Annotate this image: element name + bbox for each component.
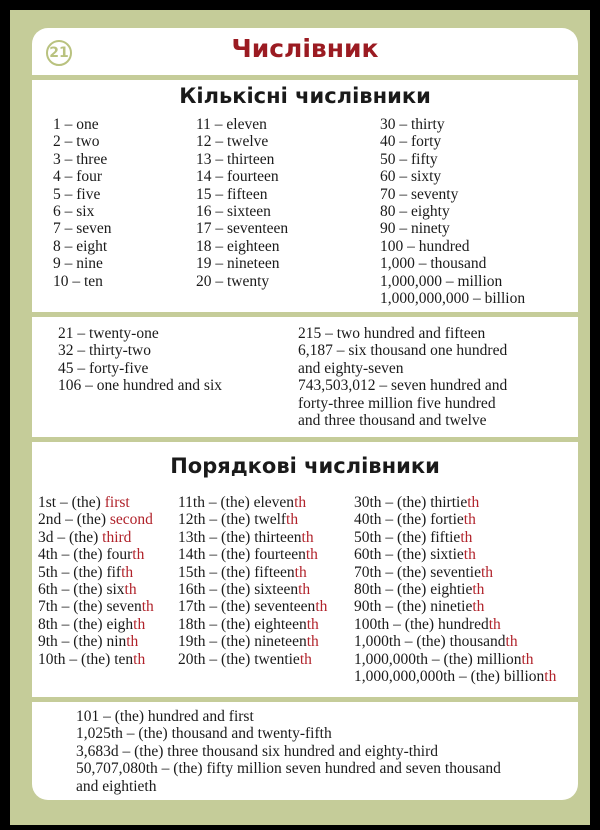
list-item: 6 – six bbox=[53, 202, 95, 220]
ordinal-item bbox=[38, 546, 154, 563]
ordinal-suffix: th bbox=[472, 598, 485, 616]
ordinal-base: 50th – (the) fiftie bbox=[354, 528, 461, 546]
ordinal-base: 6th – (the) six bbox=[38, 580, 125, 598]
list-item: 3,683d – (the) three thousand six hundred and eighty-third bbox=[76, 742, 439, 760]
ordinal-base: 2nd – (the) bbox=[38, 511, 110, 529]
ordinal-suffix: th bbox=[315, 598, 328, 616]
ordinal-item bbox=[178, 651, 327, 668]
header bbox=[32, 28, 578, 75]
ordinal-suffix: third bbox=[102, 528, 132, 546]
ordinal-base: 90th – (the) ninetie bbox=[354, 598, 473, 616]
ordinal-item bbox=[38, 564, 154, 581]
ordinal-suffix: th bbox=[460, 528, 473, 546]
list-item: 50 – fifty bbox=[380, 150, 438, 168]
ordinal-item bbox=[38, 529, 154, 546]
ordinal-suffix: th bbox=[132, 546, 145, 564]
ordinal-base: 4th – (the) four bbox=[38, 546, 133, 564]
ordinal-base: 1,000,000,000th – (the) billion bbox=[354, 667, 545, 685]
ordinal-item bbox=[354, 494, 556, 511]
ordinal-item bbox=[38, 511, 154, 528]
ordinal-item bbox=[38, 616, 154, 633]
ordinal-suffix: th bbox=[305, 546, 318, 564]
ordinal-suffix: th bbox=[480, 563, 494, 581]
ordinal-suffix: first bbox=[104, 494, 130, 511]
list-item: 215 – two hundred and fifteen bbox=[298, 325, 486, 342]
list-item: 11 – eleven bbox=[196, 116, 267, 133]
ordinal-base: 7th – (the) seven bbox=[38, 598, 142, 616]
list-item: 14 – fourteen bbox=[196, 168, 279, 186]
ordinal-suffix: th bbox=[488, 615, 501, 633]
list-item: 8 – eight bbox=[53, 237, 108, 255]
list-item: 5 – five bbox=[53, 185, 101, 203]
list-item: 1 – one bbox=[53, 116, 99, 133]
ordinal-item bbox=[178, 616, 327, 633]
list-item: 7 – seven bbox=[53, 220, 112, 238]
list-item: 70 – seventy bbox=[380, 185, 459, 203]
list-item: 13 – thirteen bbox=[196, 150, 275, 168]
ordinal-item bbox=[354, 668, 556, 685]
ordinal-suffix: th bbox=[141, 598, 154, 616]
list-item: 3 – three bbox=[53, 150, 108, 168]
ordinal-suffix: th bbox=[299, 650, 312, 668]
ordinal-item bbox=[38, 598, 154, 615]
list-item: 50,707,080th – (the) fifty million seven hundred and seven thousand bbox=[76, 760, 501, 778]
ordinal-base: 100th – (the) hundred bbox=[354, 615, 489, 633]
ordinal-suffix: th bbox=[467, 494, 480, 511]
list-item: 80 – eighty bbox=[380, 202, 450, 220]
compound-cardinal-col-2 bbox=[298, 325, 507, 429]
ordinal-suffix: th bbox=[294, 494, 307, 511]
ordinal-base: 13th – (the) thirteen bbox=[178, 528, 302, 546]
ordinal-base: 11th – (the) eleven bbox=[178, 494, 295, 511]
ordinal-item bbox=[354, 581, 556, 598]
list-item: 1,000,000,000 – billion bbox=[380, 289, 526, 307]
compound-ordinal-section bbox=[32, 702, 578, 800]
list-item: 15 – fifteen bbox=[196, 185, 268, 203]
ordinal-item bbox=[354, 651, 556, 668]
ordinal-suffix: th bbox=[301, 528, 314, 546]
list-item: 101 – (the) hundred and first bbox=[76, 708, 254, 725]
ordinal-suffix: th bbox=[544, 667, 557, 685]
list-item: 60 – sixty bbox=[380, 168, 442, 186]
ordinal-base: 1st – (the) bbox=[38, 494, 105, 511]
ordinal-item bbox=[354, 564, 556, 581]
ordinal-suffix: th bbox=[472, 580, 485, 598]
ordinal-suffix: th bbox=[294, 563, 307, 581]
list-item: forty-three million five hundred bbox=[298, 394, 496, 412]
ordinal-base: 15th – (the) fifteen bbox=[178, 563, 295, 581]
ordinal-suffix: th bbox=[126, 633, 139, 651]
list-item: 9 – nine bbox=[53, 255, 103, 273]
page-number-badge: 21 bbox=[46, 40, 72, 66]
list-item: 17 – seventeen bbox=[196, 220, 289, 238]
list-item: 106 – one hundred and six bbox=[58, 377, 223, 395]
list-item: and eighty-seven bbox=[298, 359, 404, 377]
ordinal-item bbox=[178, 633, 327, 650]
ordinal-item bbox=[354, 546, 556, 563]
ordinal-item bbox=[354, 598, 556, 615]
ordinal-suffix: th bbox=[121, 563, 134, 581]
list-item: 18 – eighteen bbox=[196, 237, 280, 255]
compound-cardinal-col-1 bbox=[58, 325, 222, 395]
list-item: 19 – nineteen bbox=[196, 255, 280, 273]
ordinal-suffix: th bbox=[521, 650, 534, 668]
list-item: 743,503,012 – seven hundred and bbox=[298, 377, 508, 395]
list-item: 45 – forty-five bbox=[58, 359, 149, 377]
ordinal-col-1 bbox=[38, 494, 154, 668]
ordinal-suffix: th bbox=[133, 650, 146, 668]
ordinal-base: 14th – (the) fourteen bbox=[178, 546, 306, 564]
ordinal-base: 20th – (the) twentie bbox=[178, 650, 300, 668]
ordinal-item bbox=[178, 511, 327, 528]
list-item: 90 – ninety bbox=[380, 220, 450, 238]
ordinal-base: 80th – (the) eightie bbox=[354, 580, 473, 598]
ordinal-base: 18th – (the) eighteen bbox=[178, 615, 307, 633]
ordinal-item bbox=[178, 494, 327, 511]
cardinal-col-2 bbox=[196, 116, 288, 290]
ordinal-item bbox=[178, 529, 327, 546]
ordinal-suffix: th bbox=[463, 511, 476, 529]
list-item: 12 – twelve bbox=[196, 133, 269, 151]
ordinal-item bbox=[354, 633, 556, 650]
list-item: 1,000 – thousand bbox=[380, 255, 487, 273]
ordinal-base: 10th – (the) ten bbox=[38, 650, 134, 668]
ordinal-base: 9th – (the) nin bbox=[38, 633, 127, 651]
ordinal-base: 3d – (the) bbox=[38, 528, 103, 546]
ordinal-base: 1,000,000th – (the) million bbox=[354, 650, 522, 668]
list-item: 16 – sixteen bbox=[196, 202, 271, 220]
list-item: 6,187 – six thousand one hundred bbox=[298, 342, 508, 360]
ordinal-base: 70th – (the) seventie bbox=[354, 563, 481, 581]
compound-cardinal-section bbox=[32, 317, 578, 437]
ordinal-title: Порядкові числівники bbox=[170, 454, 440, 478]
cardinal-title: Кількісні числівники bbox=[179, 84, 431, 108]
ordinal-suffix: th bbox=[463, 546, 476, 564]
ordinal-col-2 bbox=[178, 494, 327, 668]
list-item: 1,025th – (the) thousand and twenty-fifth bbox=[76, 725, 332, 743]
ordinal-suffix: th bbox=[286, 511, 299, 529]
ordinal-base: 60th – (the) sixtie bbox=[354, 546, 464, 564]
ordinal-item bbox=[178, 598, 327, 615]
ordinal-base: 1,000th – (the) thousand bbox=[354, 633, 506, 651]
list-item: 1,000,000 – million bbox=[380, 272, 503, 290]
list-item: 10 – ten bbox=[53, 272, 103, 290]
ordinal-item bbox=[178, 581, 327, 598]
list-item: 30 – thirty bbox=[380, 116, 445, 133]
ordinal-base: 17th – (the) seventeen bbox=[178, 598, 316, 616]
ordinal-base: 12th – (the) twelf bbox=[178, 511, 287, 529]
list-item: and three thousand and twelve bbox=[298, 411, 487, 429]
ordinal-suffix: second bbox=[109, 511, 153, 529]
ordinal-suffix: th bbox=[306, 633, 319, 651]
compound-ordinal-lines bbox=[76, 708, 501, 795]
ordinal-section bbox=[32, 442, 578, 697]
ordinal-suffix: th bbox=[133, 615, 146, 633]
ordinal-item bbox=[354, 511, 556, 528]
ordinal-base: 19th – (the) nineteen bbox=[178, 633, 307, 651]
ordinal-suffix: th bbox=[306, 615, 319, 633]
list-item: 20 – twenty bbox=[196, 272, 270, 290]
list-item: 100 – hundred bbox=[380, 237, 470, 255]
ordinal-base: 30th – (the) thirtie bbox=[354, 494, 468, 511]
ordinal-base: 8th – (the) eigh bbox=[38, 615, 134, 633]
ordinal-item bbox=[354, 616, 556, 633]
ordinal-col-3 bbox=[354, 494, 556, 685]
ordinal-base: 40th – (the) fortie bbox=[354, 511, 464, 529]
cardinal-section bbox=[32, 80, 578, 312]
ordinal-item bbox=[38, 581, 154, 598]
page-title: Числівник bbox=[231, 34, 379, 63]
ordinal-suffix: th bbox=[298, 580, 311, 598]
ordinal-item bbox=[178, 546, 327, 563]
ordinal-base: 5th – (the) fif bbox=[38, 563, 122, 581]
cardinal-col-3 bbox=[380, 116, 525, 307]
list-item: 32 – thirty-two bbox=[58, 342, 151, 360]
ordinal-item bbox=[38, 633, 154, 650]
ordinal-suffix: th bbox=[505, 633, 518, 651]
ordinal-suffix: th bbox=[124, 580, 137, 598]
list-item: and eightieth bbox=[76, 777, 157, 795]
list-item: 21 – twenty-one bbox=[58, 325, 159, 342]
cardinal-col-1 bbox=[53, 116, 112, 290]
ordinal-item bbox=[178, 564, 327, 581]
ordinal-item bbox=[38, 494, 154, 511]
list-item: 2 – two bbox=[53, 133, 100, 151]
ordinal-item bbox=[38, 651, 154, 668]
list-item: 40 – forty bbox=[380, 133, 442, 151]
list-item: 4 – four bbox=[53, 168, 103, 186]
ordinal-item bbox=[354, 529, 556, 546]
ordinal-base: 16th – (the) sixteen bbox=[178, 580, 299, 598]
